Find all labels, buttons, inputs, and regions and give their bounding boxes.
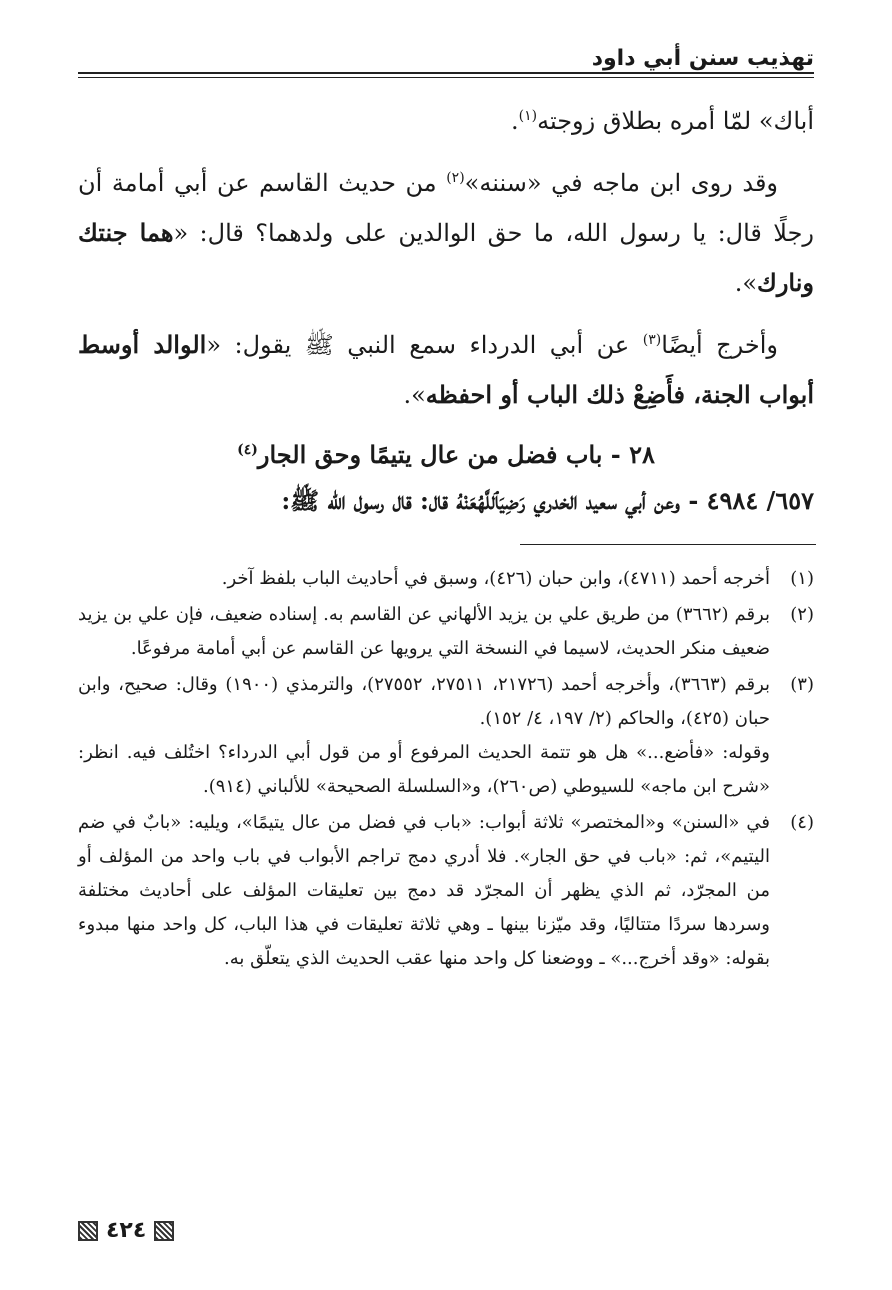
footnotes (78, 562, 814, 978)
chapter-heading: ٢٨ - باب فضل من عال يتيمًا وحق الجار$^{(٤)}$ (237, 440, 655, 469)
paragraph-2: وقد روى ابن ماجه في «سننه»$^{(٢)}$ من حديث القاسم عن أبي أمامة أن رجلًا قال: يا رسول الله، ما حق الوالدين على ولدهما؟ قال: «هما جنتك ونارك». (78, 169, 815, 297)
footnote (78, 562, 814, 596)
header-rule-thin (78, 77, 814, 78)
footnote-ref-2[interactable]: (٢) (446, 170, 465, 186)
main-text (78, 96, 814, 524)
paragraph-3: وأخرج أيضًا$^{(٣)}$ عن أبي الدرداء سمع النبي ﷺ يقول: «الوالد أوسط أبواب الجنة، فأَضِعْ ذلك الباب أو احفظه». (78, 330, 814, 409)
hadith-line: ٦٥٧/ ٤٩٨٤ - وعن أبي سعيد الخدري رَضِيَٱللَّهُعَنْهُ قال: قال رسول الله ﷺ: (281, 486, 814, 515)
footnote-number: (٢) (790, 604, 814, 625)
footnote-text: في «السنن» و«المختصر» ثلاثة أبواب: «باب في فضل من عال يتيمًا»، ويليه: «بابٌ في ضم اليتيم»، ثم: «باب في حق الجار». فلا أدري دمج تراجم الأبواب في باب واحد من المؤلف أو من المجرّد، ثم الذي يظهر أن المجرّد قد دمج بين تعليقات المؤلف على أحاديث مختلفة وسردها سردًا متتاليًا، وقد ميّزنا بينها ـ وهي ثلاثة تعليقات في هذا الباب، كل واحد منها مبدوء بقوله: «وقد أخرج...» ـ ووضعنا كل واحد منها عقب الحديث الذي يتعلّق به. (78, 812, 770, 969)
footnote-ref-4[interactable]: (٤) (237, 442, 258, 458)
quote-bold: الوالد أوسط أبواب الجنة، فأَضِعْ ذلك الباب أو احفظه (78, 330, 814, 409)
page-number (78, 1218, 174, 1243)
running-header (78, 44, 814, 74)
paragraph-1: أباك» لمّا أمره بطلاق زوجته$^{(١)}$. (510, 107, 814, 135)
footnote (78, 668, 814, 804)
footnote-text: برقم (٣٦٦٣)، وأخرجه أحمد (٢١٧٢٦، ٢٧٥١١، ٢٧٥٥٢)، والترمذي (١٩٠٠) وقال: صحيح، وابن حبان (٤٢٥)، والحاكم (٢/ ١٩٧، ٤/ ١٥٢). (78, 674, 771, 729)
footnote-ref-1[interactable]: (١) (518, 108, 538, 124)
footnote-number: (٤) (790, 812, 814, 833)
footnote-number: (١) (790, 568, 814, 589)
footnote (78, 806, 814, 976)
footnote-ref-3[interactable]: (٣) (642, 332, 662, 348)
footnote (78, 598, 814, 666)
header-rule (78, 72, 814, 74)
ornament-icon (78, 1221, 98, 1241)
book-title: تهذيب سنن أبي داود (591, 46, 814, 71)
footnote-number: (٣) (790, 674, 814, 695)
footnote-separator (520, 544, 816, 545)
page-number-text: ٤٢٤ (106, 1218, 147, 1243)
ornament-icon (154, 1221, 174, 1241)
footnote-text: أخرجه أحمد (٤٧١١)، وابن حبان (٤٢٦)، وسبق في أحاديث الباب بلفظ آخر. (221, 568, 770, 589)
quote-bold: هما جنتك ونارك (78, 218, 814, 297)
footnote-text: برقم (٣٦٦٢) من طريق علي بن يزيد الألهاني عن القاسم به. إسناده ضعيف، فإن علي بن يزيد ضعيف منكر الحديث، لاسيما في النسخة التي يرويها عن القاسم عن أبي أمامة مرفوعًا. (78, 604, 770, 659)
footnote-text: وقوله: «فأضع...» هل هو تتمة الحديث المرفوع أو من قول أبي الدرداء؟ اختُلف فيه. انظر: «شرح ابن ماجه» للسيوطي (ص٢٦٠)، و«السلسلة الصحيحة» للألباني (٩١٤). (78, 742, 770, 797)
